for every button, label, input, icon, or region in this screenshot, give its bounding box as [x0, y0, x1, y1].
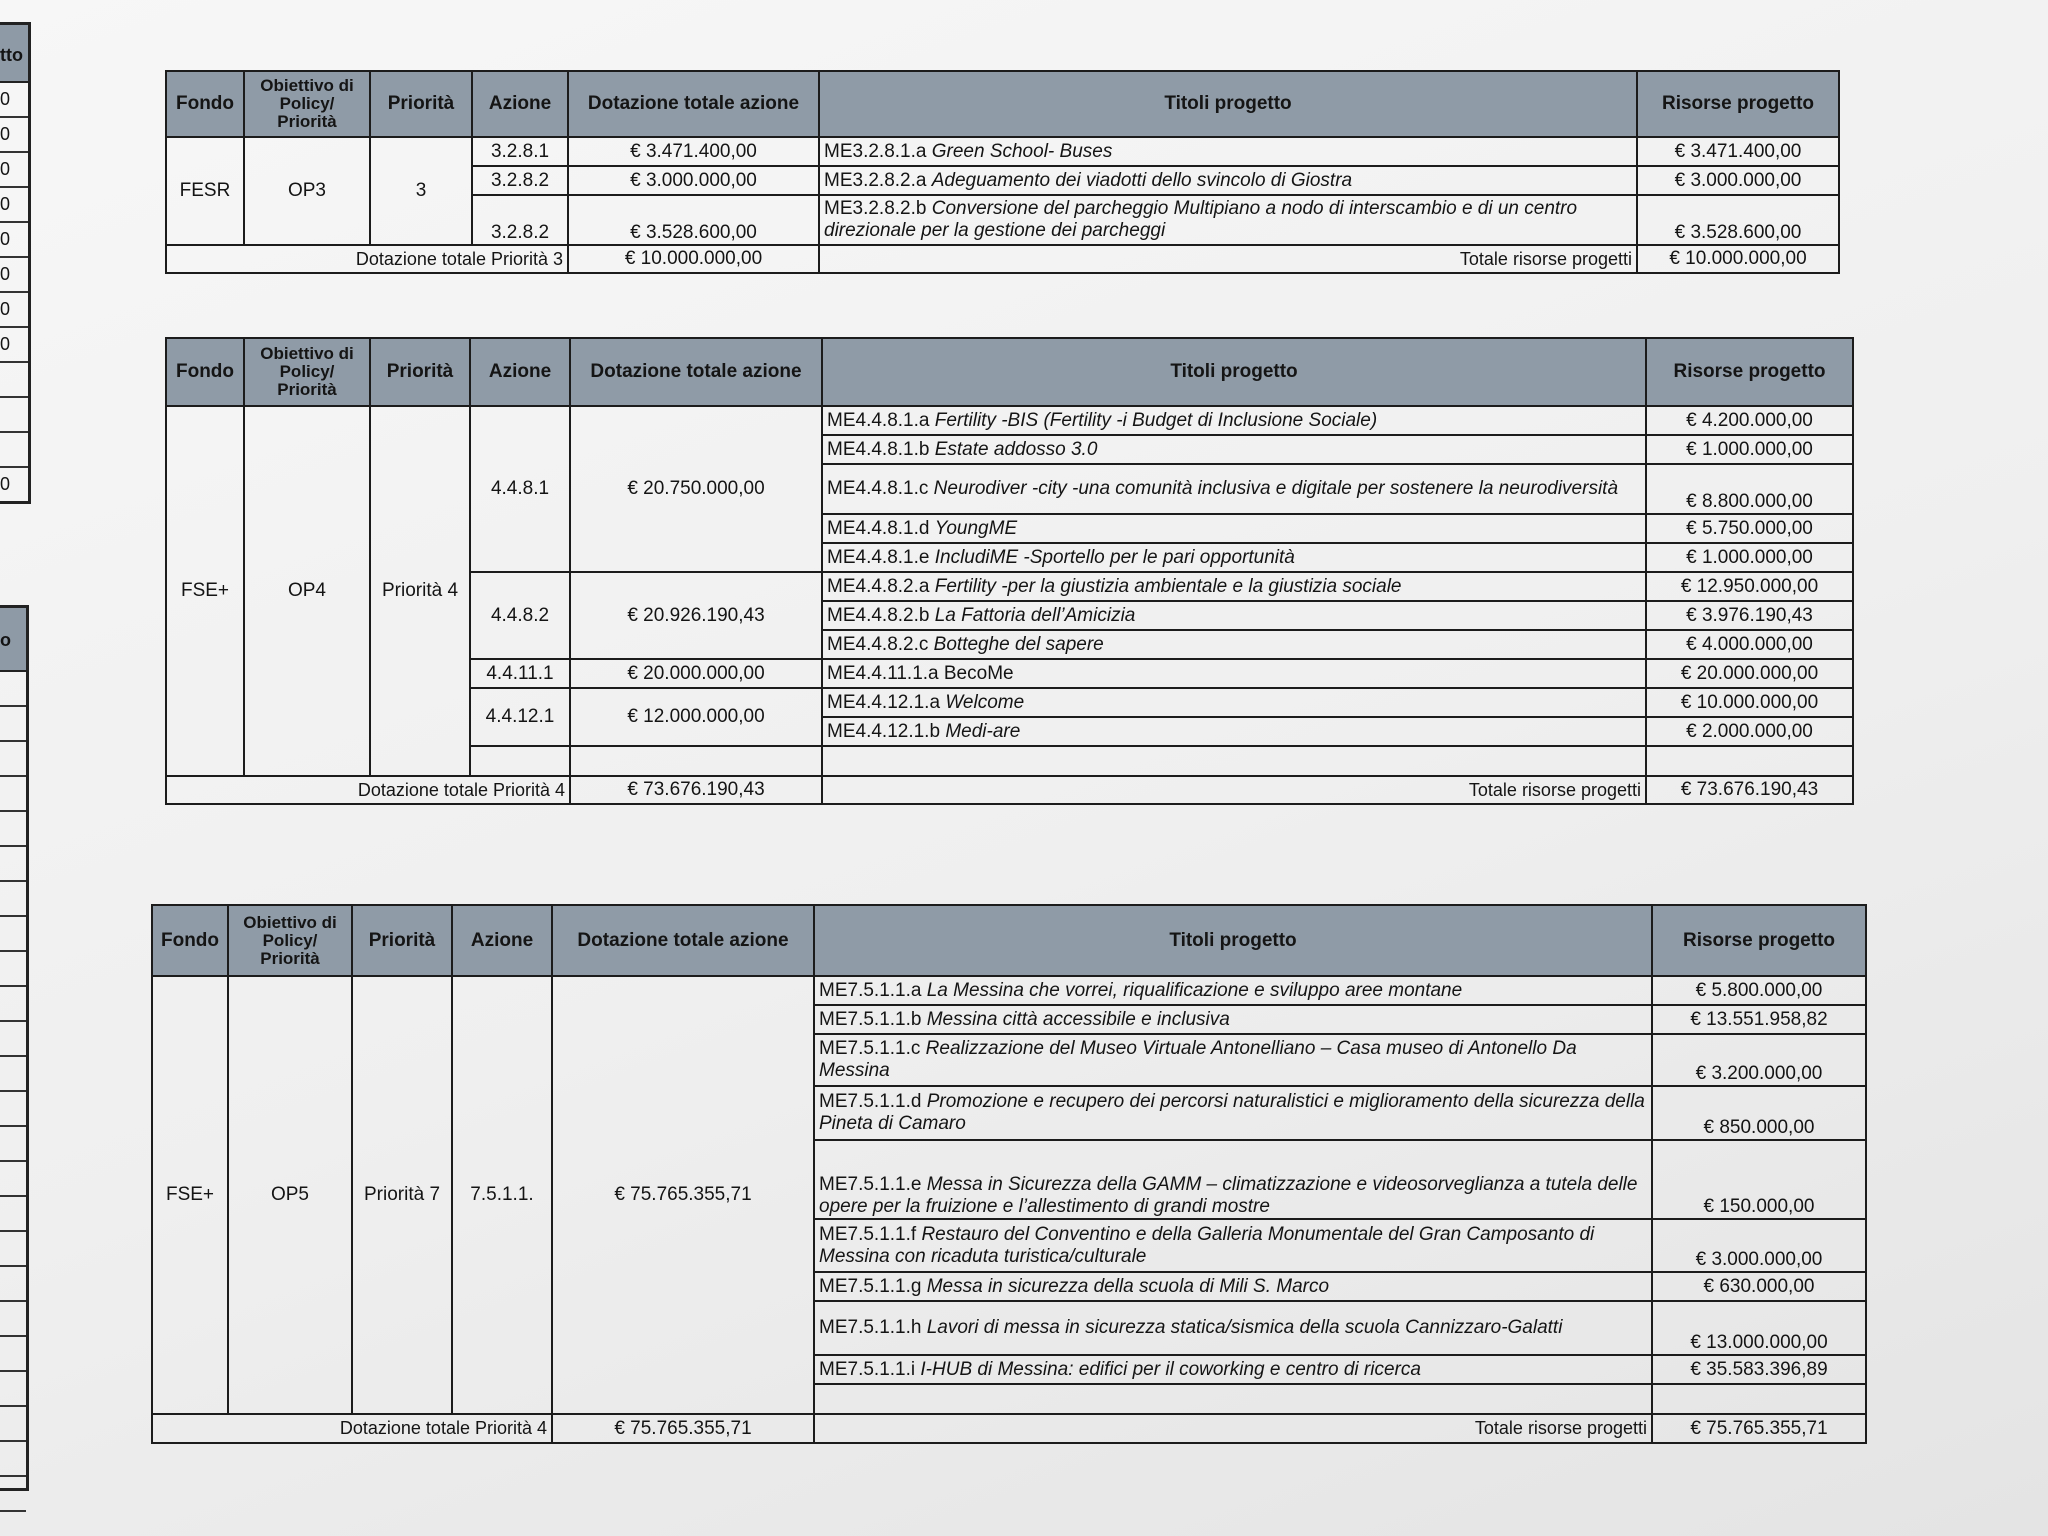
cell-risorse: € 3.000.000,00 [1652, 1219, 1866, 1272]
project-title: I-HUB di Messina: edifici per il coworking e centro di ricerca [920, 1358, 1421, 1380]
project-code: ME4.4.8.2.b [827, 604, 930, 626]
project-code: ME4.4.8.2.c [827, 633, 929, 655]
cell-titolo [814, 1140, 1652, 1219]
project-title: Restauro del Conventino e della Galleria Monumentale del Gran Camposanto di Messina con ricaduta turistica/culturale [819, 1223, 1595, 1267]
cell-titolo [814, 1219, 1652, 1272]
project-code: ME7.5.1.1.e [819, 1174, 922, 1195]
left-sheet-row: 0 [0, 293, 28, 328]
table-priorita-4 [165, 337, 1854, 805]
cell-risorse: € 3.000.000,00 [1637, 166, 1839, 195]
cell-dotazione: € 3.000.000,00 [568, 166, 819, 195]
cell-titolo [822, 659, 1646, 688]
total-row [166, 245, 1839, 273]
total-value: € 73.676.190,43 [570, 776, 822, 804]
cell-dotazione: € 12.000.000,00 [570, 688, 822, 746]
cell-dotazione: € 20.926.190,43 [570, 572, 822, 659]
header-obiettivo: Obiettivo di Policy/ Priorità [244, 338, 370, 406]
total-risorse-label: Totale risorse progetti [819, 245, 1637, 273]
empty-cell [470, 746, 570, 776]
header-risorse: Risorse progetto [1646, 338, 1853, 406]
left-sheet-row [0, 707, 26, 742]
empty-cell [1646, 746, 1853, 776]
left-sheet-row: 0 [0, 328, 28, 363]
cell-titolo [822, 630, 1646, 659]
left-sheet-row [0, 777, 26, 812]
cell-risorse: € 35.583.396,89 [1652, 1355, 1866, 1384]
left-sheet-row [0, 1442, 26, 1477]
left-sheet-row [0, 1407, 26, 1442]
left-sheet-row [0, 952, 26, 987]
cell-titolo [822, 688, 1646, 717]
left-sheet-row [0, 1232, 26, 1267]
project-code: ME7.5.1.1.d [819, 1091, 922, 1112]
project-title: La Fattoria dell’Amicizia [934, 604, 1136, 626]
project-title: Promozione e recupero dei percorsi naturalistici e miglioramento della sicurezza della Pineta di Camaro [819, 1091, 1645, 1134]
total-risorse-label: Totale risorse progetti [814, 1414, 1652, 1443]
header-risorse: Risorse progetto [1652, 905, 1866, 976]
project-code: ME3.2.8.2.b [824, 198, 927, 219]
cell-titolo [822, 717, 1646, 746]
cell-titolo [814, 1272, 1652, 1301]
left-sheet-row [0, 1127, 26, 1162]
left-sheet-row [0, 672, 26, 707]
cell-titolo [822, 543, 1646, 572]
cell-azione: 4.4.8.2 [470, 572, 570, 659]
total-label: Dotazione totale Priorità 4 [152, 1414, 552, 1443]
header-titoli: Titoli progetto [822, 338, 1646, 406]
cell-dotazione: € 75.765.355,71 [552, 976, 814, 1414]
empty-cell [814, 1384, 1652, 1414]
project-title: Botteghe del sapere [933, 633, 1104, 655]
cell-risorse: € 4.000.000,00 [1646, 630, 1853, 659]
project-title: Fertility -BIS (Fertility -i Budget di Inclusione Sociale) [934, 409, 1378, 431]
left-sheet-row [0, 433, 28, 468]
project-code: ME4.4.12.1.b [827, 720, 941, 742]
project-title: Lavori di messa in sicurezza statica/sismica della scuola Cannizzaro-Galatti [926, 1317, 1563, 1338]
header-priorita: Priorità [370, 338, 470, 406]
header-obiettivo: Obiettivo di Policy/ Priorità [228, 905, 352, 976]
project-code: ME4.4.8.2.a [827, 575, 930, 597]
project-title: Messa in Sicurezza della GAMM – climatizzazione e videosorveglianza a tutela delle opere per la fruizione e l’allestimento di grandi mostre [819, 1174, 1638, 1217]
empty-cell [822, 746, 1646, 776]
project-code: ME7.5.1.1.a [819, 979, 922, 1001]
table-priorita-7 [151, 904, 1867, 1444]
cell-risorse: € 8.800.000,00 [1646, 464, 1853, 514]
project-title: IncludiME -Sportello per le pari opportunità [934, 546, 1295, 568]
cell-dotazione: € 3.471.400,00 [568, 137, 819, 166]
cell-priorita: Priorità 4 [370, 406, 470, 776]
cell-titolo [814, 1301, 1652, 1355]
cell-titolo [814, 976, 1652, 1005]
cell-risorse: € 3.528.600,00 [1637, 195, 1839, 245]
empty-cell [570, 746, 822, 776]
total-risorse-value: € 73.676.190,43 [1646, 776, 1853, 804]
left-sheet-row [0, 1302, 26, 1337]
project-title: YoungME [934, 517, 1018, 539]
project-title: Estate addosso 3.0 [934, 438, 1098, 460]
header-azione: Azione [472, 71, 568, 137]
cell-op: OP4 [244, 406, 370, 776]
cell-titolo [822, 601, 1646, 630]
cell-azione: 4.4.11.1 [470, 659, 570, 688]
total-risorse-value: € 75.765.355,71 [1652, 1414, 1866, 1443]
cell-titolo [819, 137, 1637, 166]
project-title: Adeguamento dei viadotti dello svincolo di Giostra [931, 169, 1353, 191]
project-code: ME7.5.1.1.h [819, 1317, 922, 1338]
left-sheet-row: 0 [0, 83, 28, 118]
header-risorse: Risorse progetto [1637, 71, 1839, 137]
project-code: ME4.4.8.1.c [827, 478, 929, 499]
cell-risorse: € 4.200.000,00 [1646, 406, 1853, 435]
project-code: ME4.4.8.1.b [827, 438, 930, 460]
header-fondo: Fondo [152, 905, 228, 976]
cell-titolo [814, 1005, 1652, 1034]
left-sheet-row [0, 1372, 26, 1407]
header-dotazione: Dotazione totale azione [568, 71, 819, 137]
cell-risorse: € 2.000.000,00 [1646, 717, 1853, 746]
cell-azione: 4.4.8.1 [470, 406, 570, 572]
project-code: ME7.5.1.1.c [819, 1038, 921, 1059]
cell-titolo [814, 1355, 1652, 1384]
cell-dotazione: € 20.750.000,00 [570, 406, 822, 572]
total-risorse-value: € 10.000.000,00 [1637, 245, 1839, 273]
left-sheet-header: tto [0, 25, 28, 83]
left-sheet-row [0, 742, 26, 777]
project-title: Green School- Buses [931, 140, 1113, 162]
header-dotazione: Dotazione totale azione [570, 338, 822, 406]
cell-titolo [822, 435, 1646, 464]
cell-dotazione: € 20.000.000,00 [570, 659, 822, 688]
project-title: Medi-are [945, 720, 1021, 742]
cell-risorse: € 1.000.000,00 [1646, 543, 1853, 572]
cell-titolo [819, 195, 1637, 245]
cell-risorse: € 12.950.000,00 [1646, 572, 1853, 601]
cell-risorse: € 850.000,00 [1652, 1086, 1866, 1140]
project-title: Neurodiver -city -una comunità inclusiva e digitale per sostenere la neurodiversità [933, 478, 1619, 499]
project-code: ME4.4.8.1.e [827, 546, 930, 568]
total-row [152, 1414, 1866, 1443]
project-code: ME4.4.8.1.d [827, 517, 930, 539]
total-label: Dotazione totale Priorità 4 [166, 776, 570, 804]
project-title: Messina città accessibile e inclusiva [926, 1008, 1230, 1030]
project-code: ME3.2.8.1.a [824, 140, 927, 162]
project-code: ME4.4.8.1.a [827, 409, 930, 431]
cell-fondo: FSE+ [166, 406, 244, 776]
cell-azione: 4.4.12.1 [470, 688, 570, 746]
header-azione: Azione [470, 338, 570, 406]
cell-azione: 3.2.8.1 [472, 137, 568, 166]
left-sheet-row [0, 987, 26, 1022]
left-sheet-row: 0 [0, 118, 28, 153]
cell-priorita: Priorità 7 [352, 976, 452, 1414]
left-sheet-row: 0 [0, 474, 11, 494]
header-titoli: Titoli progetto [814, 905, 1652, 976]
cell-risorse: € 5.750.000,00 [1646, 514, 1853, 543]
project-code: ME7.5.1.1.f [819, 1223, 917, 1245]
left-sheet-header-2: o [0, 608, 26, 672]
header-azione: Azione [452, 905, 552, 976]
cell-titolo [814, 1034, 1652, 1086]
table-row [166, 137, 1839, 166]
header-priorita: Priorità [352, 905, 452, 976]
left-sheet-row: 0 [0, 188, 28, 223]
cell-risorse: € 5.800.000,00 [1652, 976, 1866, 1005]
left-sheet-row [0, 1477, 26, 1512]
cell-risorse: € 1.000.000,00 [1646, 435, 1853, 464]
cell-fondo: FSE+ [152, 976, 228, 1414]
project-code: ME4.4.11.1.a BecoMe [827, 662, 1014, 684]
total-label: Dotazione totale Priorità 3 [166, 245, 568, 273]
cell-fondo: FESR [166, 137, 244, 245]
cell-risorse: € 3.976.190,43 [1646, 601, 1853, 630]
left-sheet-row [0, 1057, 26, 1092]
cell-risorse: € 13.551.958,82 [1652, 1005, 1866, 1034]
header-priorita: Priorità [370, 71, 472, 137]
cell-titolo [822, 406, 1646, 435]
project-code: ME3.2.8.2.a [824, 169, 927, 191]
header-obiettivo: Obiettivo di Policy/ Priorità [244, 71, 370, 137]
cell-titolo [819, 166, 1637, 195]
project-code: ME7.5.1.1.b [819, 1008, 922, 1030]
table-row [152, 976, 1866, 1005]
cell-risorse: € 20.000.000,00 [1646, 659, 1853, 688]
left-sheet-row [0, 1162, 26, 1197]
header-titoli: Titoli progetto [819, 71, 1637, 137]
cell-risorse: € 3.471.400,00 [1637, 137, 1839, 166]
left-sheet-row [0, 1092, 26, 1127]
total-row [166, 776, 1853, 804]
cell-risorse: € 13.000.000,00 [1652, 1301, 1866, 1355]
header-dotazione: Dotazione totale azione [552, 905, 814, 976]
cell-risorse: € 150.000,00 [1652, 1140, 1866, 1219]
cell-azione: 3.2.8.2 [472, 195, 568, 245]
left-sheet-row [0, 1337, 26, 1372]
project-code: ME7.5.1.1.i [819, 1358, 916, 1380]
project-title: Realizzazione del Museo Virtuale Antonelliano – Casa museo di Antonello Da Messina [819, 1038, 1577, 1081]
left-sheet-row [0, 1022, 26, 1057]
cell-azione: 7.5.1.1. [452, 976, 552, 1414]
left-sheet-row: 0 [0, 258, 28, 293]
table-priorita-3 [165, 70, 1840, 274]
project-title: Messa in sicurezza della scuola di Mili S. Marco [926, 1275, 1330, 1297]
cell-op: OP3 [244, 137, 370, 245]
project-title: Welcome [945, 691, 1025, 713]
header-fondo: Fondo [166, 338, 244, 406]
cell-titolo [822, 572, 1646, 601]
left-sheet-row [0, 398, 28, 433]
left-sheet-row [0, 1267, 26, 1302]
table-row [166, 406, 1853, 435]
left-sheet-row: 0 [0, 223, 28, 258]
left-sheet-row [0, 1197, 26, 1232]
project-code: ME7.5.1.1.g [819, 1275, 922, 1297]
cell-titolo [822, 514, 1646, 543]
left-sheet-fragment-top [0, 22, 31, 504]
left-sheet-row: 0 [0, 153, 28, 188]
project-title: Fertility -per la giustizia ambientale e la giustizia sociale [934, 575, 1402, 597]
project-code: ME4.4.12.1.a [827, 691, 941, 713]
cell-op: OP5 [228, 976, 352, 1414]
header-fondo: Fondo [166, 71, 244, 137]
total-value: € 75.765.355,71 [552, 1414, 814, 1443]
cell-risorse: € 10.000.000,00 [1646, 688, 1853, 717]
cell-priorita: 3 [370, 137, 472, 245]
left-sheet-row [0, 847, 26, 882]
cell-titolo [814, 1086, 1652, 1140]
project-title: Conversione del parcheggio Multipiano a nodo di interscambio e di un centro direzionale per la gestione dei parcheggi [824, 198, 1578, 241]
cell-risorse: € 630.000,00 [1652, 1272, 1866, 1301]
empty-cell [1652, 1384, 1866, 1414]
cell-titolo [822, 464, 1646, 514]
left-sheet-fragment-bottom [0, 605, 29, 1491]
left-sheet-row [0, 363, 28, 398]
total-risorse-label: Totale risorse progetti [822, 776, 1646, 804]
cell-risorse: € 3.200.000,00 [1652, 1034, 1866, 1086]
project-title: La Messina che vorrei, riqualificazione e sviluppo aree montane [926, 979, 1463, 1001]
total-value: € 10.000.000,00 [568, 245, 819, 273]
cell-dotazione: € 3.528.600,00 [568, 195, 819, 245]
left-sheet-row [0, 882, 26, 917]
left-sheet-row [0, 917, 26, 952]
cell-azione: 3.2.8.2 [472, 166, 568, 195]
left-sheet-row [0, 812, 26, 847]
